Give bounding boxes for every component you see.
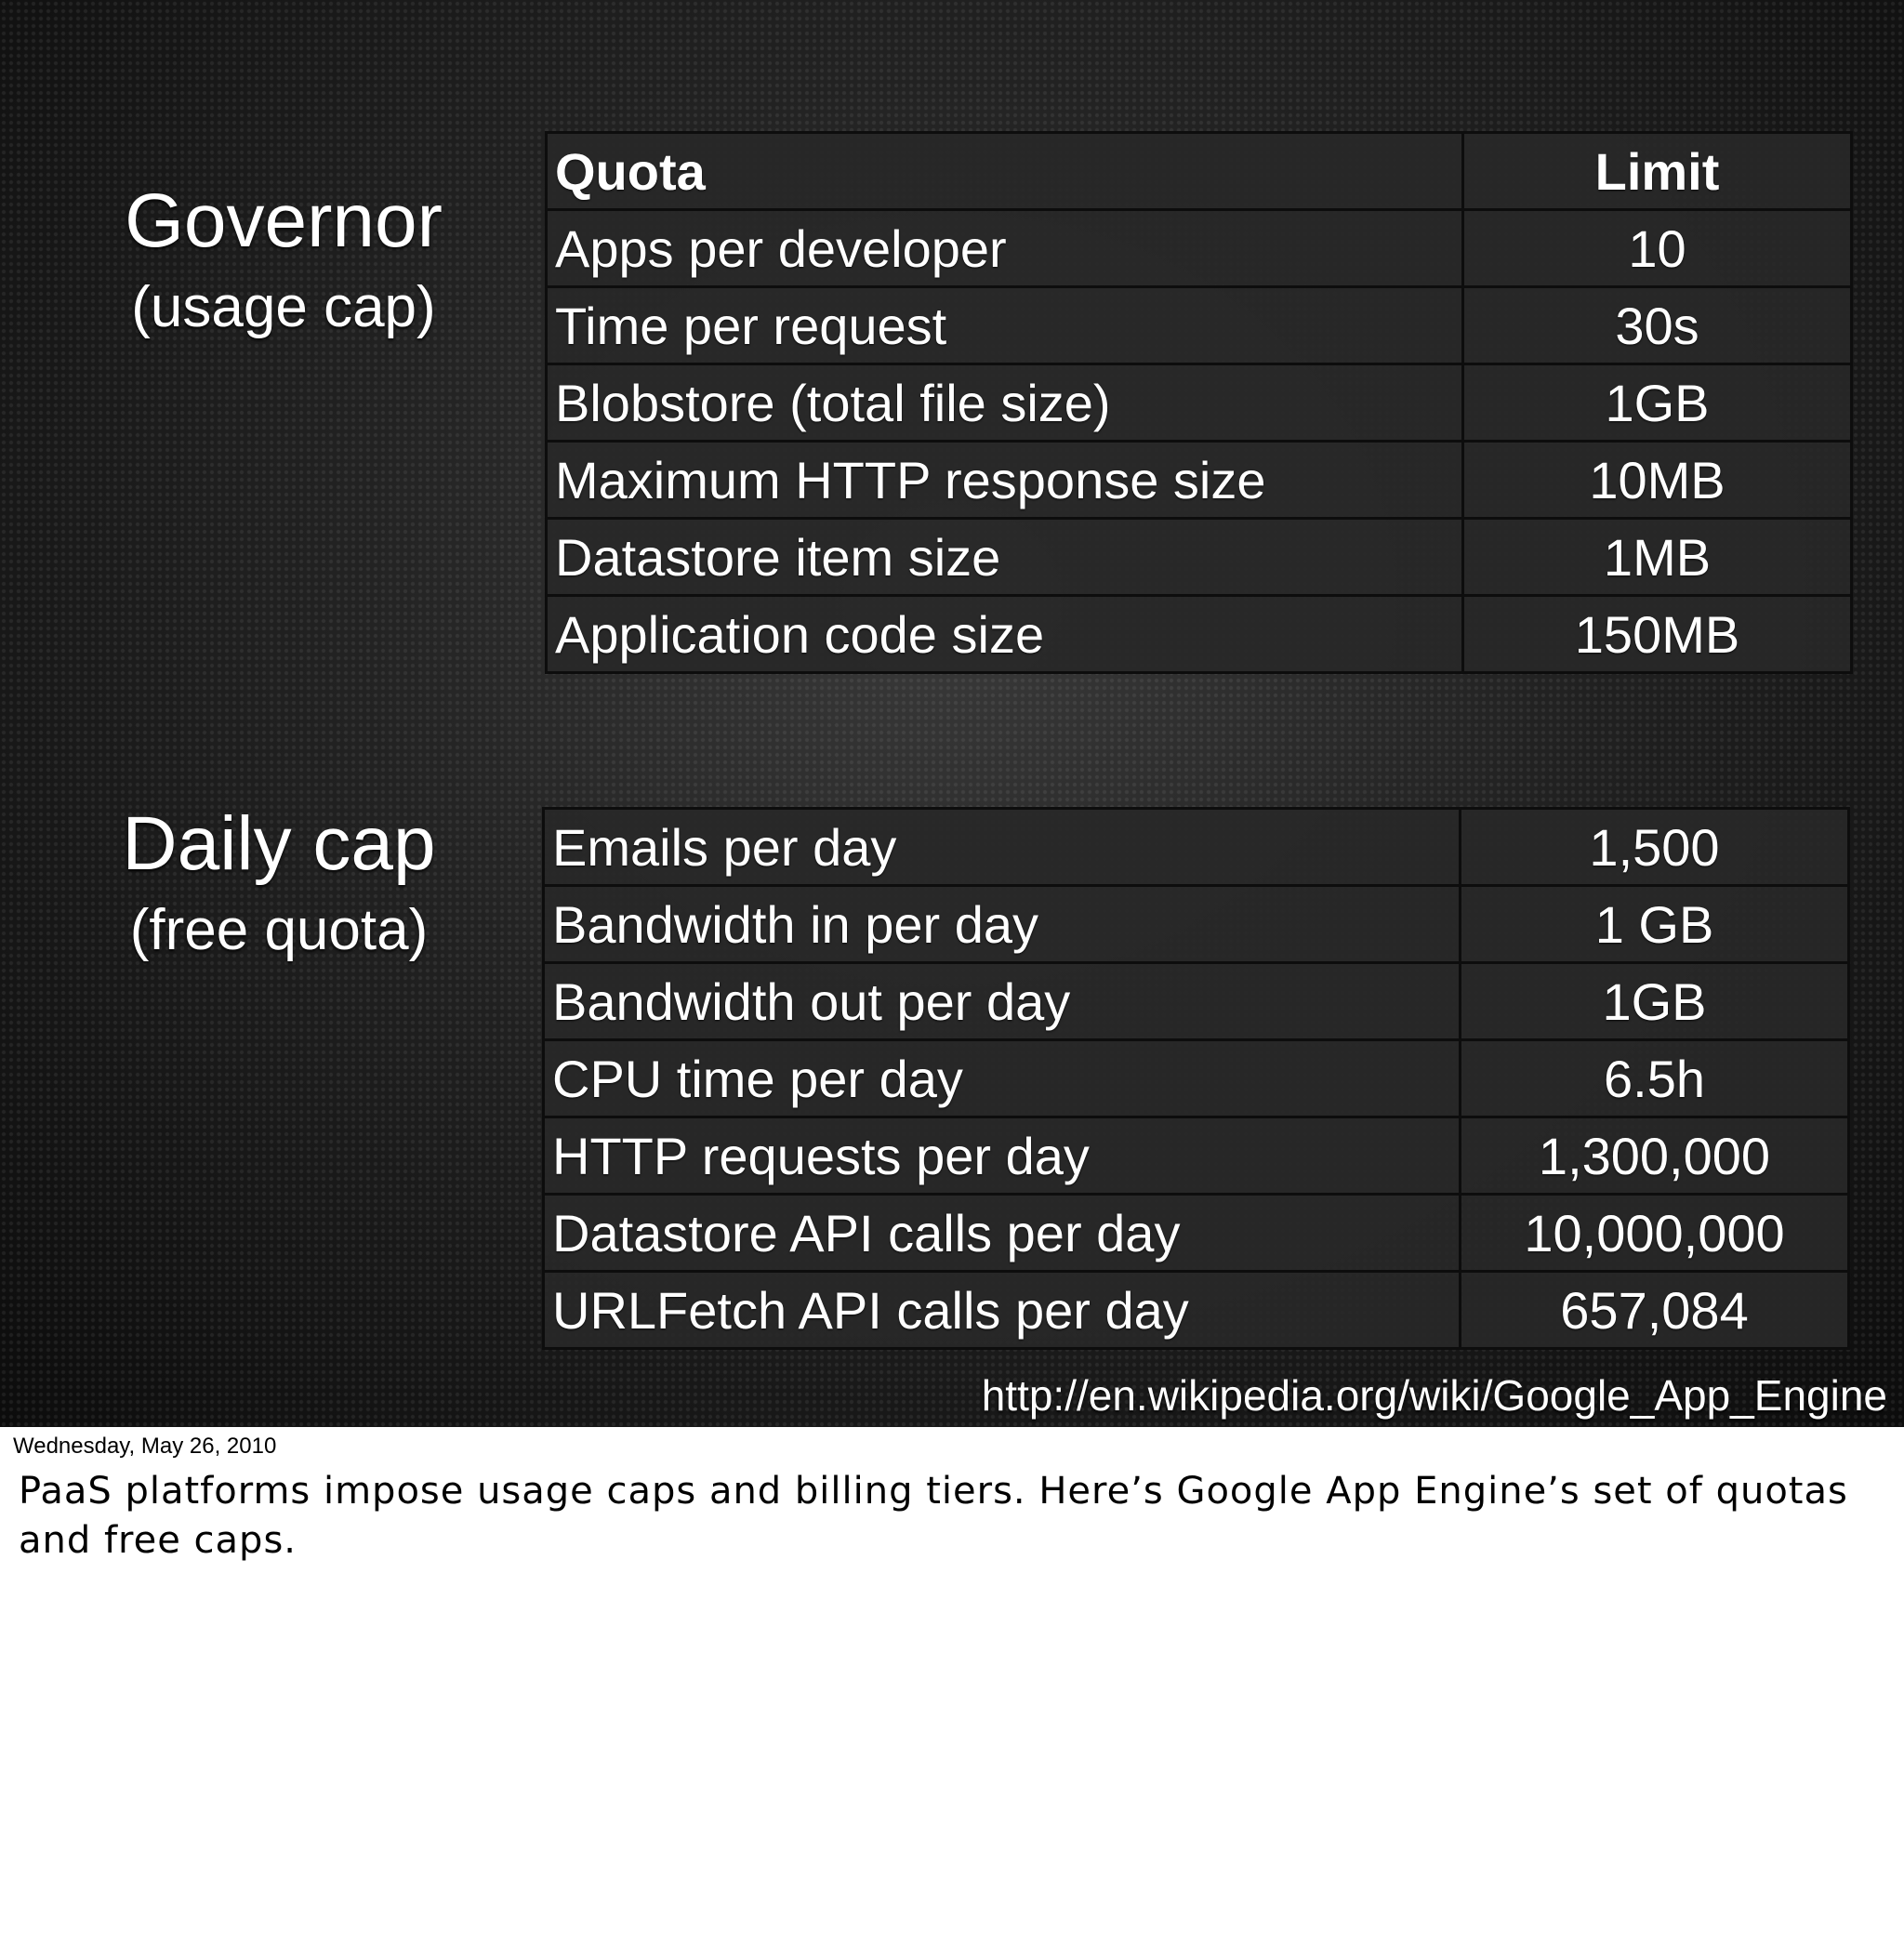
table-row (544, 1040, 1849, 1117)
table-row (544, 809, 1849, 886)
governor-title: Governor (125, 178, 443, 263)
governor-label (79, 177, 488, 350)
quota-name: Time per request (547, 287, 1463, 364)
quota-name: Blobstore (total file size) (547, 364, 1463, 442)
quota-name: Datastore item size (547, 519, 1463, 596)
quota-name: Bandwidth out per day (544, 963, 1461, 1040)
header-quota: Quota (547, 133, 1463, 210)
daily-cap-label (74, 800, 483, 972)
table-header-row (547, 133, 1852, 210)
header-limit: Limit (1463, 133, 1852, 210)
quota-limit: 30s (1463, 287, 1852, 364)
source-url: http://en.wikipedia.org/wiki/Google_App_Engine (981, 1371, 1887, 1420)
table-row (547, 364, 1852, 442)
date-line: Wednesday, May 26, 2010 (13, 1434, 277, 1459)
quota-limit: 10,000,000 (1461, 1195, 1849, 1272)
daily-cap-table (542, 807, 1850, 1350)
table-row (544, 1272, 1849, 1349)
daily-cap-title: Daily cap (122, 801, 436, 886)
quota-limit: 1MB (1463, 519, 1852, 596)
quota-limit: 1 GB (1461, 886, 1849, 963)
quota-name: HTTP requests per day (544, 1117, 1461, 1195)
quota-limit: 1GB (1463, 364, 1852, 442)
quota-limit: 1,300,000 (1461, 1117, 1849, 1195)
table-row (547, 287, 1852, 364)
governor-subtitle: (usage cap) (131, 275, 436, 339)
table-row (544, 886, 1849, 963)
speaker-notes: PaaS platforms impose usage caps and billing tiers. Here’s Google App Engine’s set of quotas and free caps. (19, 1470, 1848, 1562)
quota-name: CPU time per day (544, 1040, 1461, 1117)
table-row (544, 963, 1849, 1040)
table-row (547, 519, 1852, 596)
quota-name: Emails per day (544, 809, 1461, 886)
quota-limit: 1GB (1461, 963, 1849, 1040)
governor-quota-table (545, 131, 1853, 674)
quota-limit: 10MB (1463, 442, 1852, 519)
quota-limit: 1,500 (1461, 809, 1849, 886)
quota-limit: 10 (1463, 210, 1852, 287)
daily-cap-subtitle: (free quota) (129, 898, 429, 962)
quota-name: Application code size (547, 596, 1463, 673)
quota-name: Bandwidth in per day (544, 886, 1461, 963)
table-row (547, 210, 1852, 287)
quota-name: Apps per developer (547, 210, 1463, 287)
table-row (544, 1117, 1849, 1195)
quota-limit: 150MB (1463, 596, 1852, 673)
quota-limit: 6.5h (1461, 1040, 1849, 1117)
table-row (547, 596, 1852, 673)
table-row (544, 1195, 1849, 1272)
table-row (547, 442, 1852, 519)
quota-name: Maximum HTTP response size (547, 442, 1463, 519)
quota-name: Datastore API calls per day (544, 1195, 1461, 1272)
quota-limit: 657,084 (1461, 1272, 1849, 1349)
quota-name: URLFetch API calls per day (544, 1272, 1461, 1349)
